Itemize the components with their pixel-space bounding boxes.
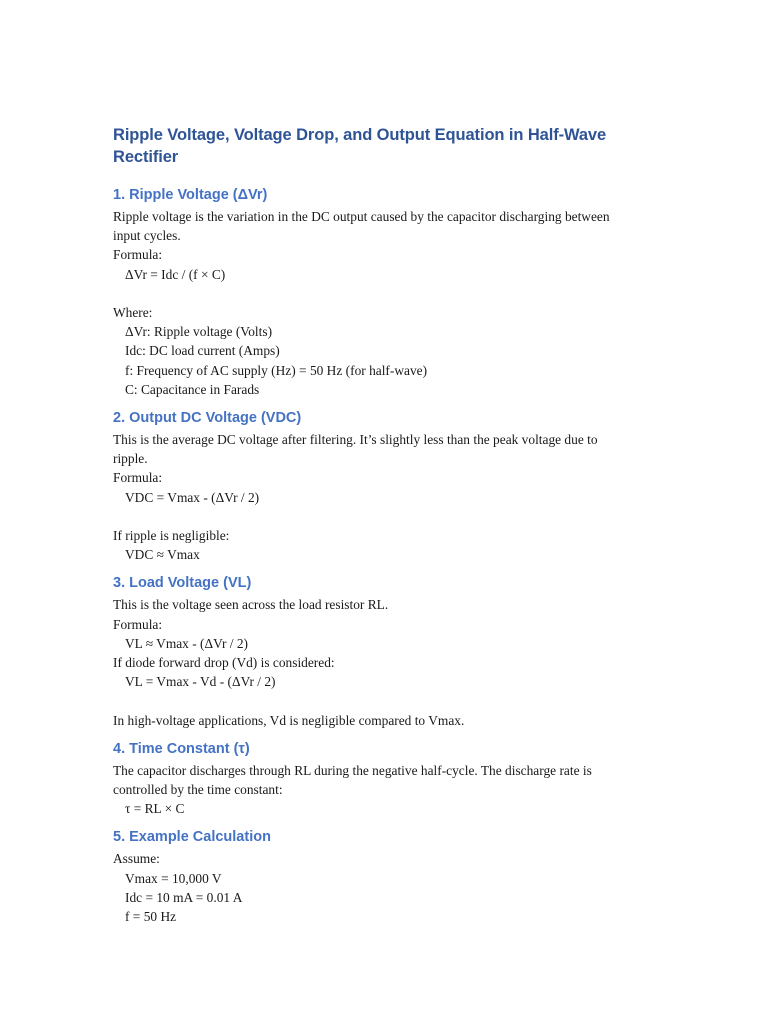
paragraph-line: Assume: <box>113 851 160 867</box>
section-heading-time-constant: 4. Time Constant (τ) <box>113 740 250 757</box>
paragraph-line: ripple. <box>113 451 148 467</box>
document-title: Ripple Voltage, Voltage Drop, and Output Equation in Half-Wave Rectifier <box>113 126 607 166</box>
section-heading-ripple-voltage: 1. Ripple Voltage (ΔVr) <box>113 187 268 203</box>
paragraph-line: If diode forward drop (Vd) is considered: <box>113 655 335 671</box>
section-heading-load-voltage: 3. Load Voltage (VL) <box>113 575 252 592</box>
formula-label: Formula: <box>113 470 163 486</box>
formula-output-dc-voltage: VDC = Vmax - (ΔVr / 2) <box>125 489 260 505</box>
paragraph-line: input cycles. <box>113 228 181 244</box>
where-label: Where: <box>113 305 153 320</box>
blank-line <box>113 691 673 710</box>
document-page <box>113 124 673 935</box>
section-load-voltage <box>113 573 673 729</box>
definition-line: Idc: DC load current (Amps) <box>125 343 280 359</box>
definition-line: f: Frequency of AC supply (Hz) = 50 Hz (for half-wave) <box>125 362 428 378</box>
blank-line <box>113 284 673 303</box>
paragraph-line: The capacitor discharges through RL during the negative half-cycle. The discharge rate is <box>113 762 592 778</box>
paragraph-line: In high-voltage applications, Vd is negligible compared to Vmax. <box>113 712 465 728</box>
formula-load-voltage-diode: VL = Vmax - Vd - (ΔVr / 2) <box>125 674 276 690</box>
definition-line: ΔVr: Ripple voltage (Volts) <box>125 324 273 340</box>
formula-time-constant: τ = RL × C <box>125 801 185 817</box>
formula-approx-dc-voltage: VDC ≈ Vmax <box>125 547 200 563</box>
example-value-line: Vmax = 10,000 V <box>125 870 222 886</box>
section-time-constant <box>113 739 673 819</box>
formula-label: Formula: <box>113 616 163 632</box>
paragraph-line: This is the voltage seen across the load resistor RL. <box>113 597 389 613</box>
section-ripple-voltage <box>113 185 673 399</box>
blank-line <box>113 507 673 526</box>
paragraph-line: If ripple is negligible: <box>113 528 230 544</box>
formula-load-voltage: VL ≈ Vmax - (ΔVr / 2) <box>125 635 248 651</box>
formula-ripple-voltage: ΔVr = Idc / (f × C) <box>125 266 226 282</box>
section-example-calculation <box>113 827 673 926</box>
paragraph-line: This is the average DC voltage after filtering. It’s slightly less than the peak voltage due to <box>113 432 598 448</box>
definition-line: C: Capacitance in Farads <box>125 381 260 397</box>
paragraph-line: controlled by the time constant: <box>113 782 283 798</box>
section-output-dc-voltage <box>113 408 673 564</box>
paragraph-line: Ripple voltage is the variation in the DC output caused by the capacitor discharging between <box>113 209 610 224</box>
formula-label: Formula: <box>113 247 163 263</box>
example-value-line: f = 50 Hz <box>125 909 177 925</box>
example-value-line: Idc = 10 mA = 0.01 A <box>125 889 243 905</box>
section-heading-output-dc-voltage: 2. Output DC Voltage (VDC) <box>113 410 302 427</box>
section-heading-example-calculation: 5. Example Calculation <box>113 829 271 846</box>
